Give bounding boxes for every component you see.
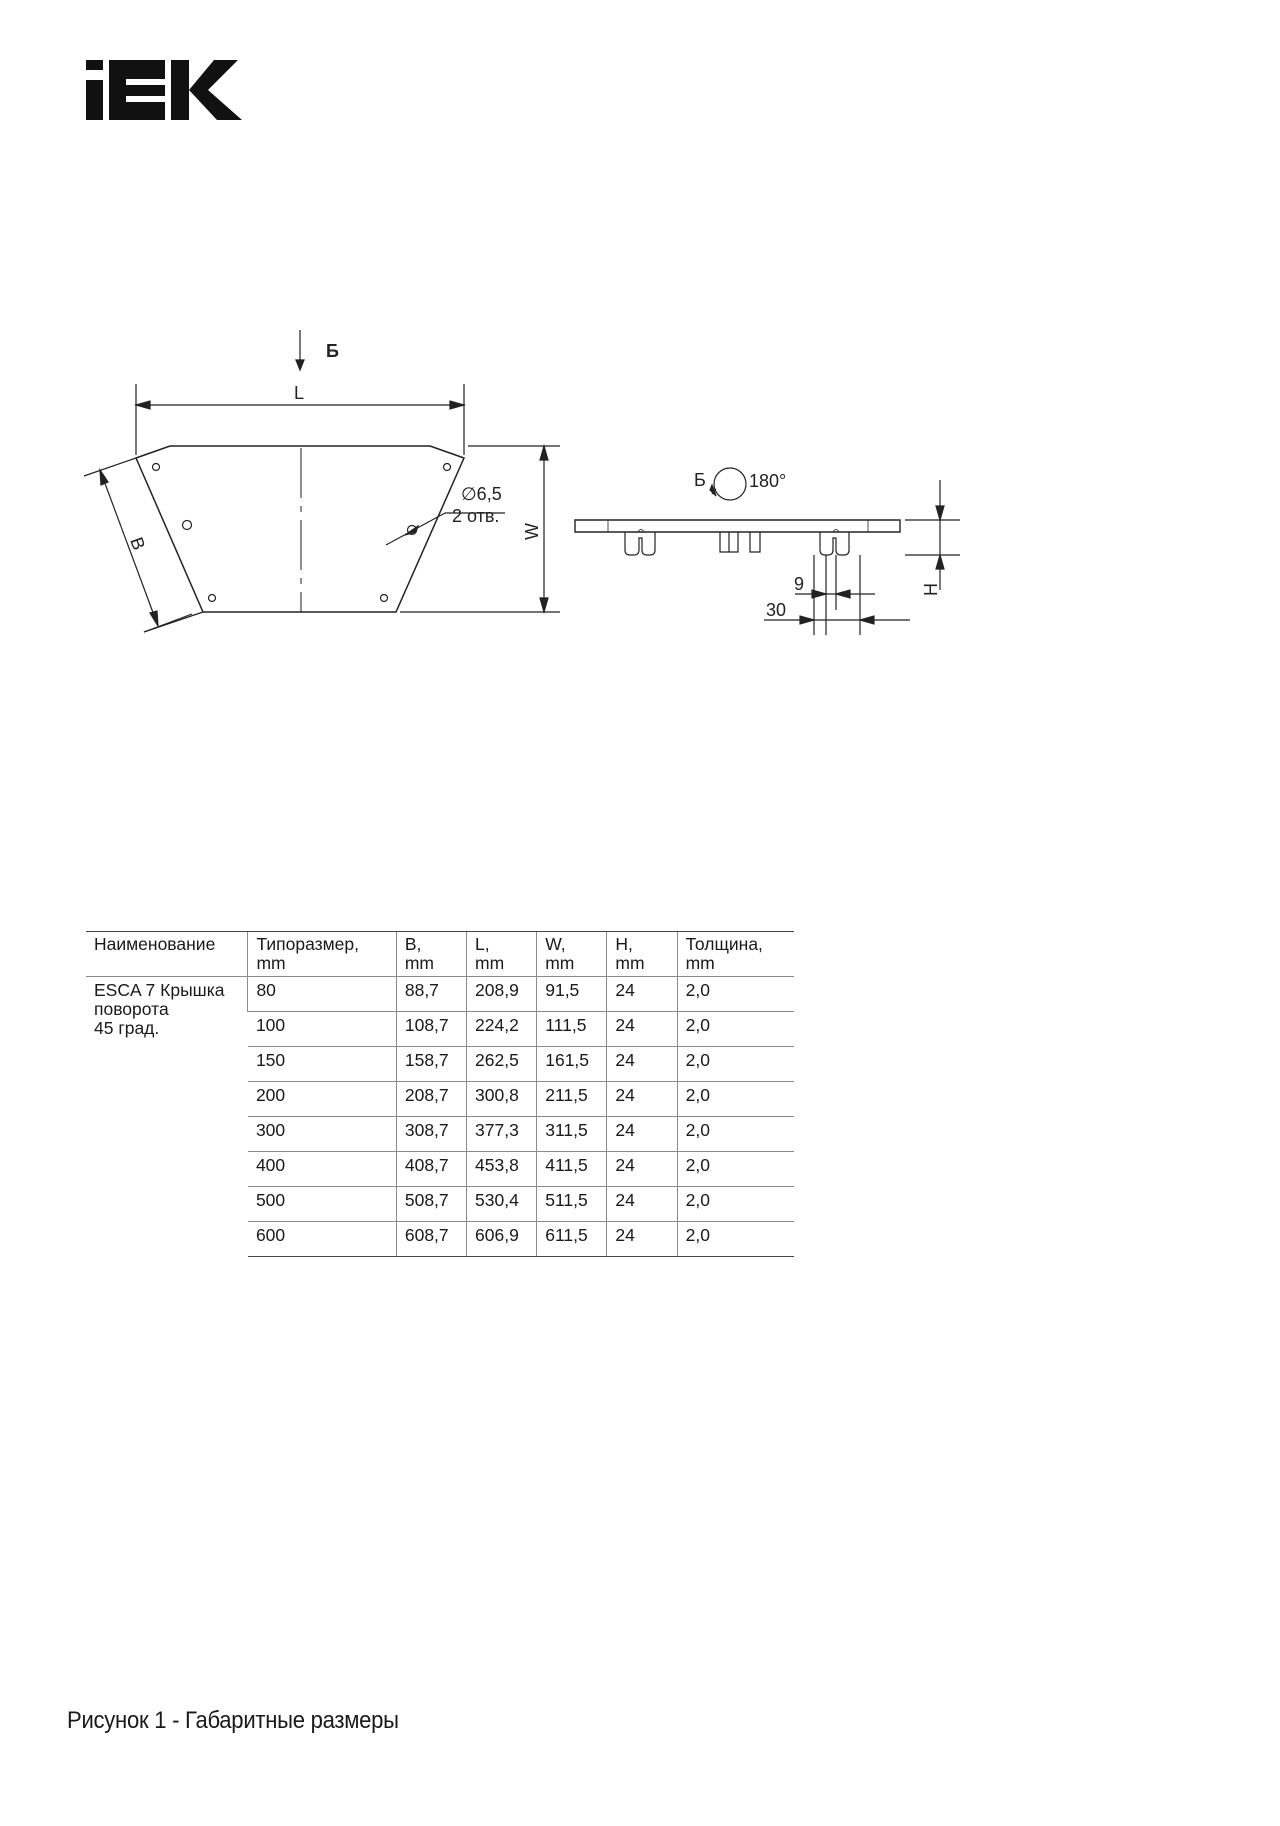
dim-h-label: H <box>921 583 941 596</box>
dim-b-label: B <box>126 534 150 553</box>
table-row: 500 508,7 530,4 511,5 24 2,0 <box>86 1187 794 1222</box>
header-h: H, mm <box>607 932 677 977</box>
dim-l-label: L <box>294 383 305 403</box>
header-l: L, mm <box>467 932 537 977</box>
header-b: B, mm <box>396 932 466 977</box>
header-name: Наименование <box>86 932 248 977</box>
rotation-label: 180° <box>749 471 787 491</box>
product-name-cell: ESCA 7 Крышка поворота 45 град. <box>86 977 248 1257</box>
figure-caption: Рисунок 1 - Габаритные размеры <box>67 1707 399 1734</box>
table-row: ESCA 7 Крышка поворота 45 град. 80 88,7 208,9 91,5 24 2,0 <box>86 977 794 1012</box>
dimensions-table <box>86 931 794 1257</box>
hole-diameter-label: ∅6,5 <box>461 484 502 504</box>
view-label-side: Б <box>694 470 706 490</box>
header-w: W, mm <box>537 932 607 977</box>
table-row: 400 408,7 453,8 411,5 24 2,0 <box>86 1152 794 1187</box>
table-row: 300 308,7 377,3 311,5 24 2,0 <box>86 1117 794 1152</box>
table-row: 200 208,7 300,8 211,5 24 2,0 <box>86 1082 794 1117</box>
hole-count-label: 2 отв. <box>452 506 500 526</box>
header-size: Типоразмер, mm <box>248 932 396 977</box>
iek-logo <box>86 60 242 120</box>
technical-drawing <box>0 300 1280 660</box>
table-header-row <box>86 932 794 977</box>
table-row: 600 608,7 606,9 611,5 24 2,0 <box>86 1222 794 1257</box>
table-row: 150 158,7 262,5 161,5 24 2,0 <box>86 1047 794 1082</box>
dim-w-label: W <box>522 523 542 540</box>
table-row: 100 108,7 224,2 111,5 24 2,0 <box>86 1012 794 1047</box>
header-thickness: Толщина, mm <box>677 932 794 977</box>
dim-30-label: 30 <box>766 600 787 620</box>
view-label-top: Б <box>326 341 339 361</box>
dim-9-label: 9 <box>794 574 805 594</box>
